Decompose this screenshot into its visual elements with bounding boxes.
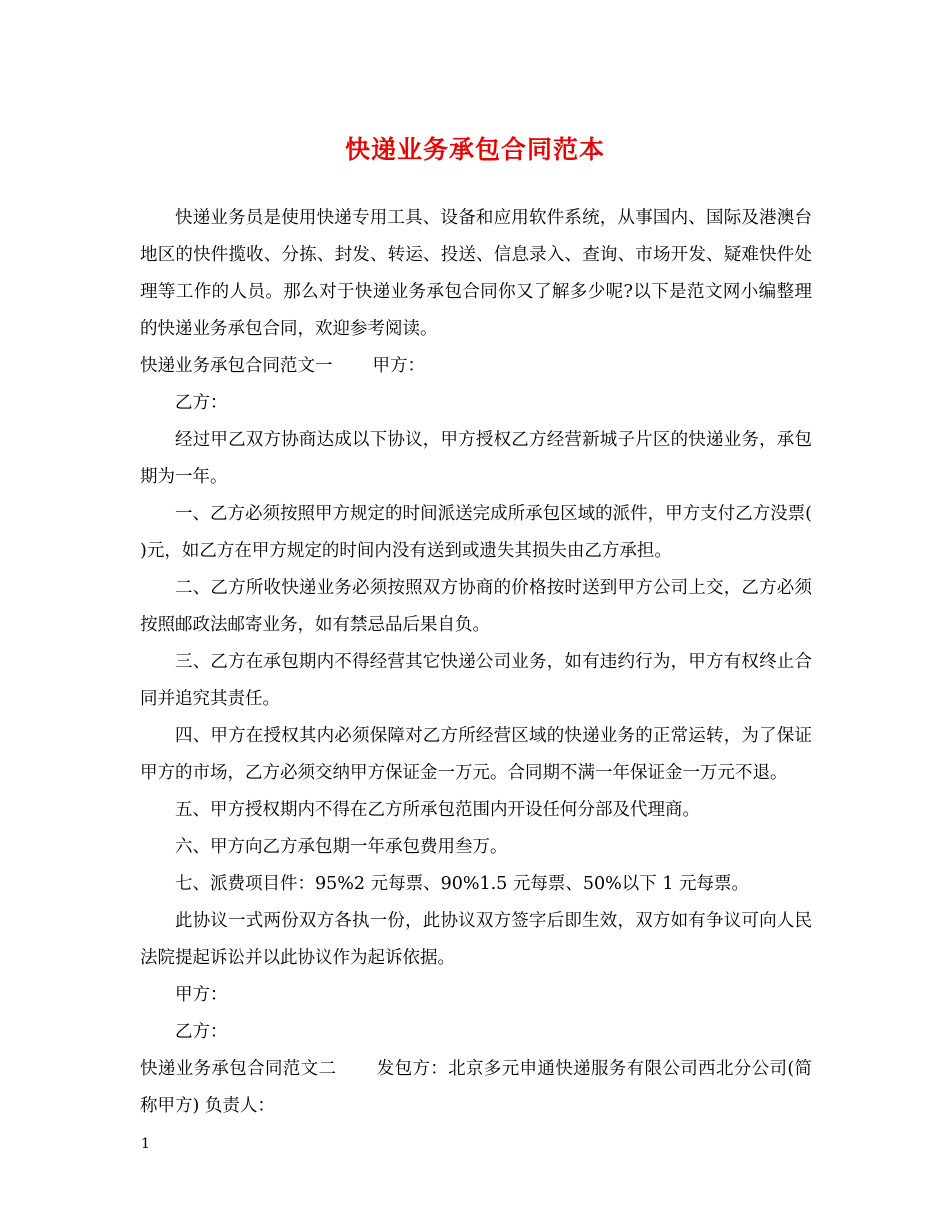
- section-2-heading-line: [140, 1051, 812, 1125]
- page-number: 1: [141, 1136, 150, 1152]
- document-body: [140, 200, 812, 1125]
- clause-paragraph: 一、乙方必须按照甲方规定的时间派送完成所承包区域的派件，甲方支付乙方没票( )元，如乙方在甲方规定的时间内没有送到或遗失其损失由乙方承担。: [140, 504, 812, 561]
- issuer-text: 发包方：北京多元申通快递服务有限公司西北分公司(简称甲方) 负责人：: [140, 1059, 813, 1116]
- clause-paragraph: 四、甲方在授权其内必须保障对乙方所经营区域的快递业务的正常运转，为了保证甲方的市场，乙方必须交纳甲方保证金一万元。合同期不满一年保证金一万元不退。: [140, 726, 812, 783]
- intro-paragraph: 快递业务员是使用快递专用工具、设备和应用软件系统，从事国内、国际及港澳台地区的快件揽收、分拣、封发、转运、投送、信息录入、查询、市场开发、疑难快件处理等工作的人员。那么对于快递业务承包合同你又了解多少呢?以下是范文网小编整理的快递业务承包合同，欢迎参考阅读。: [140, 208, 812, 339]
- clause-paragraph: 五、甲方授权期内不得在乙方所承包范围内开设任何分部及代理商。: [175, 800, 700, 820]
- party-b-label: 乙方：: [175, 393, 228, 413]
- section-1-heading: 快递业务承包合同范文一: [140, 356, 333, 376]
- clause-paragraph: 经过甲乙双方协商达成以下协议，甲方授权乙方经营新城子片区的快递业务，承包期为一年。: [140, 430, 812, 487]
- clause-paragraph: 六、甲方向乙方承包期一年承包费用叁万。: [175, 837, 508, 857]
- clause-paragraph: 二、乙方所收快递业务必须按照双方协商的价格按时送到甲方公司上交，乙方必须按照邮政法邮寄业务，如有禁忌品后果自负。: [140, 578, 812, 635]
- signature-party-b: 乙方：: [175, 1022, 228, 1042]
- clause-paragraph: 七、派费项目件：95%2 元每票、90%1.5 元每票、50%以下 1 元每票。: [175, 874, 750, 894]
- clause-paragraph: 三、乙方在承包期内不得经营其它快递公司业务，如有违约行为，甲方有权终止合同并追究其责任。: [140, 652, 812, 709]
- section-1-heading-line: [140, 348, 812, 385]
- document-title: 快递业务承包合同范本: [344, 135, 605, 164]
- signature-party-a: 甲方：: [175, 985, 228, 1005]
- section-2-heading: 快递业务承包合同范文二: [140, 1059, 337, 1079]
- party-a-label: 甲方：: [372, 356, 425, 376]
- clause-paragraph: 此协议一式两份双方各执一份，此协议双方签字后即生效，双方如有争议可向人民法院提起诉讼并以此协议作为起诉依据。: [140, 911, 812, 968]
